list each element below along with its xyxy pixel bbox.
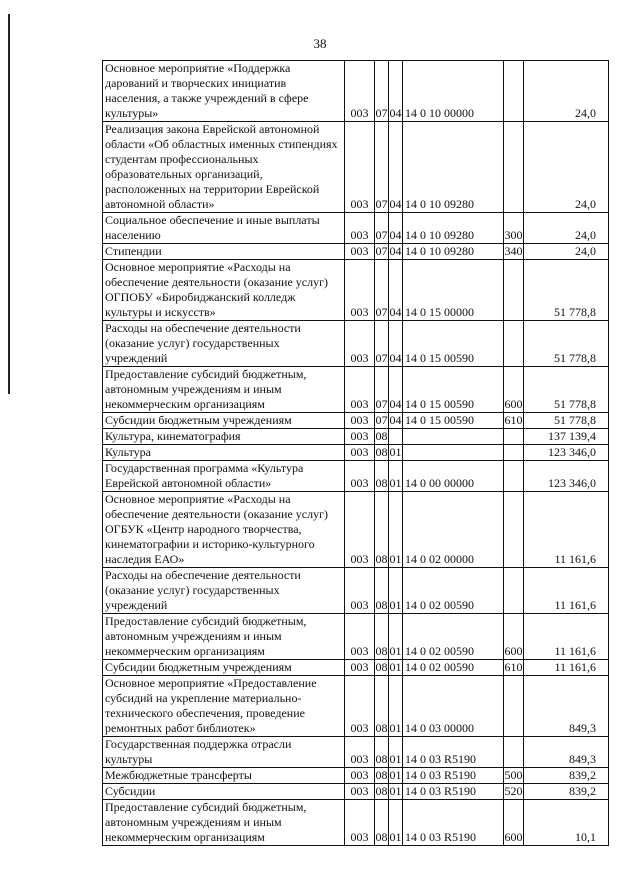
amount-cell: 137 139,4 xyxy=(524,429,609,445)
admin-code-cell: 003 xyxy=(345,413,375,429)
subsection-code-cell: 01 xyxy=(389,784,402,798)
expense-name-cell: Субсидии бюджетным учреждениям xyxy=(103,660,345,676)
section-code-cell: 08 xyxy=(375,784,388,798)
expense-name-cell: Реализация закона Еврейской автономной области «Об областных именных стипендиях студентам профессиональных образовательных организаций, расположенных на территории Еврейской автономной области» xyxy=(103,122,345,213)
expense-type-cell xyxy=(504,122,524,213)
section-code-cell: 08 xyxy=(375,768,388,782)
expense-name-cell: Культура, кинематография xyxy=(103,429,345,445)
amount-cell: 24,0 xyxy=(524,61,609,122)
subsection-code-cell: 01 xyxy=(389,492,403,568)
section-code-cell: 07 xyxy=(375,61,389,122)
subsection-code-cell: 01 xyxy=(389,568,403,614)
expense-name-cell: Предоставление субсидий бюджетным, автономным учреждениям и иным некоммерческим организациям xyxy=(103,614,345,660)
amount-cell: 11 161,6 xyxy=(524,492,609,568)
section-code-cell: 08 xyxy=(375,429,388,443)
table-body xyxy=(103,61,609,846)
section-code-cell: 07 xyxy=(375,122,389,213)
expense-type-cell xyxy=(504,676,524,737)
admin-code-cell: 003 xyxy=(345,461,375,492)
table-row xyxy=(103,61,609,122)
amount-cell: 24,0 xyxy=(524,122,609,213)
amount-cell: 123 346,0 xyxy=(524,461,609,492)
expense-name-cell: Субсидии бюджетным учреждениям xyxy=(103,413,345,429)
target-article-cell: 14 0 10 00000 xyxy=(403,61,504,122)
section-code-cell: 08 xyxy=(375,445,388,459)
amount-cell: 123 346,0 xyxy=(524,445,609,461)
target-article-cell: 14 0 03 R5190 xyxy=(403,737,504,768)
table-row xyxy=(103,429,609,445)
expense-type-cell xyxy=(504,445,524,461)
subsection-code-cell: 01 xyxy=(389,768,402,782)
section-code-cell: 08 xyxy=(375,676,389,737)
target-article-cell: 14 0 10 09280 xyxy=(403,244,504,260)
admin-code-cell: 003 xyxy=(345,213,375,244)
table-row xyxy=(103,321,609,367)
amount-cell: 849,3 xyxy=(524,737,609,768)
expense-name-cell: Стипендии xyxy=(103,244,345,260)
expense-type-cell xyxy=(504,260,524,321)
admin-code-cell: 003 xyxy=(345,429,375,445)
admin-code-cell: 003 xyxy=(345,784,375,800)
target-article-cell: 14 0 02 00590 xyxy=(403,660,504,676)
subsection-code-cell: 04 xyxy=(389,61,403,122)
table-row xyxy=(103,614,609,660)
amount-cell: 51 778,8 xyxy=(524,321,609,367)
scan-edge-line xyxy=(8,14,10,394)
target-article-cell: 14 0 15 00000 xyxy=(403,260,504,321)
section-code-cell: 07 xyxy=(375,367,389,413)
expense-name-cell: Субсидии xyxy=(103,784,345,800)
table-row xyxy=(103,260,609,321)
subsection-code-cell: 01 xyxy=(389,800,403,846)
expense-name-cell: Культура xyxy=(103,445,345,461)
expense-name-cell: Предоставление субсидий бюджетным, автономным учреждениям и иным некоммерческим организациям xyxy=(103,367,345,413)
target-article-cell: 14 0 00 00000 xyxy=(403,461,504,492)
admin-code-cell: 003 xyxy=(345,445,375,461)
target-article-cell: 14 0 03 00000 xyxy=(403,676,504,737)
section-code-cell: 07 xyxy=(375,260,389,321)
expense-name-cell: Основное мероприятие «Расходы на обеспечение деятельности (оказание услуг) ОГПОБУ «Биробиджанский колледж культуры и искусств» xyxy=(103,260,345,321)
target-article-cell: 14 0 02 00000 xyxy=(403,492,504,568)
section-code-cell: 08 xyxy=(375,737,389,768)
expense-type-cell xyxy=(504,568,524,614)
subsection-code-cell: 04 xyxy=(389,244,402,258)
section-code-cell: 07 xyxy=(375,321,389,367)
subsection-code-cell: 01 xyxy=(389,676,403,737)
table-row xyxy=(103,461,609,492)
expense-name-cell: Расходы на обеспечение деятельности (оказание услуг) государственных учреждений xyxy=(103,321,345,367)
admin-code-cell: 003 xyxy=(345,321,375,367)
table-row xyxy=(103,660,609,676)
section-code-cell: 07 xyxy=(375,413,388,427)
amount-cell: 839,2 xyxy=(524,784,609,800)
section-code-cell: 08 xyxy=(375,568,389,614)
amount-cell: 24,0 xyxy=(524,244,609,260)
table-row xyxy=(103,413,609,429)
expense-type-cell: 340 xyxy=(504,244,523,258)
admin-code-cell: 003 xyxy=(345,492,375,568)
amount-cell: 839,2 xyxy=(524,768,609,784)
page-number: 38 xyxy=(313,36,327,51)
expense-type-cell xyxy=(504,321,524,367)
section-code-cell: 07 xyxy=(375,244,388,258)
expense-type-cell xyxy=(504,492,524,568)
subsection-code-cell: 01 xyxy=(389,461,403,492)
expense-type-cell: 610 xyxy=(504,413,523,427)
subsection-code-cell: 01 xyxy=(389,445,402,459)
expense-name-cell: Социальное обеспечение и иные выплаты населению xyxy=(103,213,345,244)
admin-code-cell: 003 xyxy=(345,61,375,122)
subsection-code-cell xyxy=(389,429,403,445)
amount-cell: 24,0 xyxy=(524,213,609,244)
subsection-code-cell: 04 xyxy=(389,321,403,367)
expense-name-cell: Государственная программа «Культура Еврейской автономной области» xyxy=(103,461,345,492)
admin-code-cell: 003 xyxy=(345,568,375,614)
subsection-code-cell: 04 xyxy=(389,367,403,413)
admin-code-cell: 003 xyxy=(345,260,375,321)
subsection-code-cell: 04 xyxy=(389,213,403,244)
amount-cell: 51 778,8 xyxy=(524,260,609,321)
target-article-cell: 14 0 10 09280 xyxy=(403,213,504,244)
target-article-cell: 14 0 10 09280 xyxy=(403,122,504,213)
expense-type-cell xyxy=(504,61,524,122)
subsection-code-cell: 04 xyxy=(389,260,403,321)
target-article-cell: 14 0 03 R5190 xyxy=(403,768,504,784)
amount-cell: 849,3 xyxy=(524,676,609,737)
target-article-cell: 14 0 03 R5190 xyxy=(403,800,504,846)
table-row xyxy=(103,122,609,213)
expense-name-cell: Государственная поддержка отрасли культуры xyxy=(103,737,345,768)
expense-type-cell: 520 xyxy=(504,784,523,798)
budget-table xyxy=(102,60,609,846)
table-row xyxy=(103,213,609,244)
admin-code-cell: 003 xyxy=(345,660,375,676)
amount-cell: 11 161,6 xyxy=(524,660,609,676)
expense-type-cell: 500 xyxy=(504,768,523,782)
table-row xyxy=(103,445,609,461)
expense-name-cell: Основное мероприятие «Расходы на обеспечение деятельности (оказание услуг) ОГБУК «Центр народного творчества, кинематографии и историко-культурного наследия ЕАО» xyxy=(103,492,345,568)
section-code-cell: 08 xyxy=(375,800,389,846)
section-code-cell: 08 xyxy=(375,461,389,492)
section-code-cell: 07 xyxy=(375,213,389,244)
table-row xyxy=(103,676,609,737)
table-row xyxy=(103,492,609,568)
target-article-cell: 14 0 03 R5190 xyxy=(403,784,504,800)
amount-cell: 51 778,8 xyxy=(524,367,609,413)
admin-code-cell: 003 xyxy=(345,244,375,260)
admin-code-cell: 003 xyxy=(345,122,375,213)
subsection-code-cell: 01 xyxy=(389,660,402,674)
expense-name-cell: Расходы на обеспечение деятельности (оказание услуг) государственных учреждений xyxy=(103,568,345,614)
expense-name-cell: Основное мероприятие «Предоставление субсидий на укрепление материально-технического обеспечения, проведение ремонтных работ библиотек» xyxy=(103,676,345,737)
target-article-cell: 14 0 15 00590 xyxy=(403,321,504,367)
section-code-cell: 08 xyxy=(375,492,389,568)
target-article-cell: 14 0 02 00590 xyxy=(403,614,504,660)
target-article-cell: 14 0 15 00590 xyxy=(403,413,504,429)
amount-cell: 11 161,6 xyxy=(524,568,609,614)
expense-name-cell: Предоставление субсидий бюджетным, автономным учреждениям и иным некоммерческим организациям xyxy=(103,800,345,846)
admin-code-cell: 003 xyxy=(345,800,375,846)
amount-cell: 51 778,8 xyxy=(524,413,609,429)
table-row xyxy=(103,768,609,784)
expense-type-cell: 610 xyxy=(504,660,523,674)
table-row xyxy=(103,367,609,413)
section-code-cell: 08 xyxy=(375,614,389,660)
table-row xyxy=(103,244,609,260)
table-row xyxy=(103,784,609,800)
table-row xyxy=(103,568,609,614)
section-code-cell: 08 xyxy=(375,660,388,674)
admin-code-cell: 003 xyxy=(345,614,375,660)
expense-type-cell xyxy=(504,461,524,492)
admin-code-cell: 003 xyxy=(345,737,375,768)
expense-type-cell: 600 xyxy=(504,800,524,846)
subsection-code-cell: 01 xyxy=(389,737,403,768)
table-row xyxy=(103,800,609,846)
subsection-code-cell: 04 xyxy=(389,122,403,213)
target-article-cell xyxy=(403,429,504,445)
admin-code-cell: 003 xyxy=(345,676,375,737)
expense-type-cell xyxy=(504,737,524,768)
target-article-cell: 14 0 15 00590 xyxy=(403,367,504,413)
admin-code-cell: 003 xyxy=(345,367,375,413)
admin-code-cell: 003 xyxy=(345,768,375,784)
amount-cell: 10,1 xyxy=(524,800,609,846)
expense-name-cell: Межбюджетные трансферты xyxy=(103,768,345,784)
expense-name-cell: Основное мероприятие «Поддержка дарований и творческих инициатив населения, а также учреждений в сфере культуры» xyxy=(103,61,345,122)
expense-type-cell xyxy=(504,429,524,445)
subsection-code-cell: 04 xyxy=(389,413,402,427)
expense-type-cell: 600 xyxy=(504,367,524,413)
table-row xyxy=(103,737,609,768)
subsection-code-cell: 01 xyxy=(389,614,403,660)
target-article-cell xyxy=(403,445,504,461)
expense-type-cell: 300 xyxy=(504,213,524,244)
amount-cell: 11 161,6 xyxy=(524,614,609,660)
target-article-cell: 14 0 02 00590 xyxy=(403,568,504,614)
expense-type-cell: 600 xyxy=(504,614,524,660)
